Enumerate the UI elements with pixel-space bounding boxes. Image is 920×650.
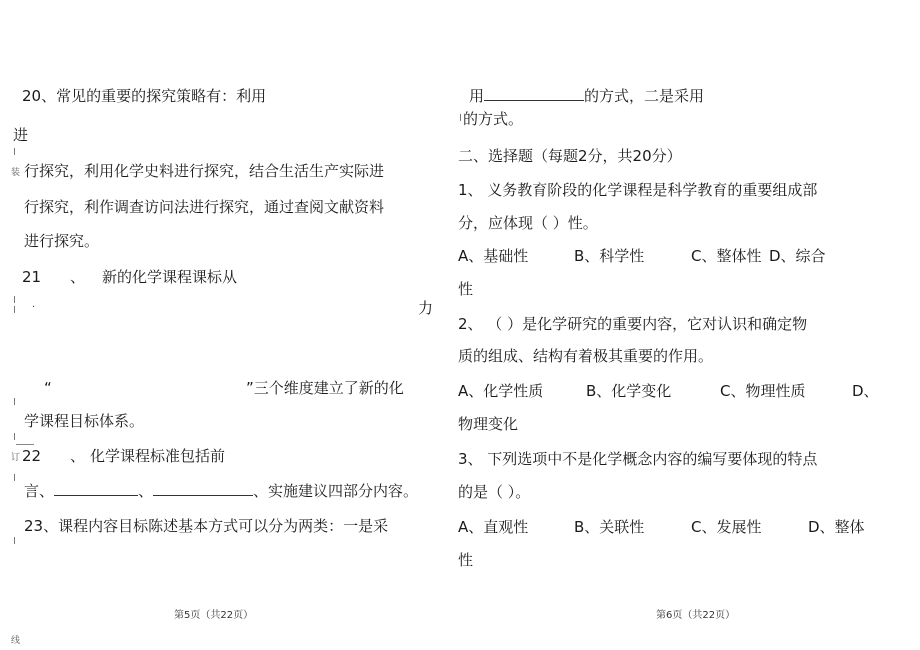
q20-line-4: 行探究，利作调查访问法进行探究，通过查阅文献资料: [24, 198, 385, 216]
q21-separator: 、: [70, 268, 86, 286]
margin-label-zhuang: 装: [11, 168, 21, 178]
q22-text: 化学课程标准包括前: [90, 447, 226, 465]
q3-line-1: 3、 下列选项中不是化学概念内容的编写要体现的特点: [458, 450, 818, 468]
q23-cont-line-2: 的方式。: [463, 110, 524, 128]
q1-option-d[interactable]: D、综合: [769, 247, 826, 265]
q21-end: 学课程目标体系。: [24, 412, 145, 430]
q22-pre: 言、: [24, 482, 55, 500]
q20-line-3: 行探究，利用化学史料进行探究，结合生活生产实际进: [24, 162, 385, 180]
q23-line: 23、课程内容目标陈述基本方式可以分为两类：一是采: [24, 517, 389, 535]
binding-tick: [14, 433, 15, 440]
page-footer-left: 第5页（共22页）: [174, 610, 254, 621]
q22-post: 、实施建议四部分内容。: [253, 482, 419, 500]
q3-option-d[interactable]: D、整体: [808, 518, 865, 536]
q21-li: 力: [418, 299, 434, 317]
q1-option-a[interactable]: A、基础性: [458, 247, 529, 265]
q2-option-b[interactable]: B、化学变化: [586, 382, 672, 400]
q22-mid: 、: [138, 482, 154, 500]
binding-tick: [14, 537, 15, 544]
binding-tick: [14, 306, 15, 313]
q1-tail: 性: [458, 280, 474, 298]
binding-tick: [14, 398, 15, 405]
margin-label-xian: 线: [11, 636, 21, 646]
q2-option-d[interactable]: D、: [852, 382, 879, 400]
q22-number: 22: [22, 447, 42, 465]
q23-cont-line-1: [469, 86, 704, 106]
q21-dot: ·: [32, 302, 36, 313]
q2-option-a[interactable]: A、化学性质: [458, 382, 544, 400]
q3-option-b[interactable]: B、关联性: [574, 518, 645, 536]
q3-option-a[interactable]: A、直观性: [458, 518, 529, 536]
q21-text: 新的化学课程课标从: [102, 268, 238, 286]
q20-line-5: 进行探究。: [24, 232, 100, 250]
q2-tail: 物理变化: [458, 415, 519, 433]
q20-line-2: 进: [13, 126, 29, 144]
q1-line-1: 1、 义务教育阶段的化学课程是科学教育的重要组成部: [458, 181, 818, 199]
section-heading: 二、选择题（每题2分，共20分）: [458, 147, 682, 165]
q23-cont-pre: 用: [469, 87, 485, 105]
q1-option-c[interactable]: C、整体性: [691, 247, 762, 265]
q3-tail: 性: [458, 551, 474, 569]
q21-close-text: ”三个维度建立了新的化: [246, 379, 404, 397]
q22-blank-line: [24, 481, 418, 501]
q22-answer-blank-1[interactable]: [54, 483, 138, 496]
q3-option-c[interactable]: C、发展性: [691, 518, 762, 536]
q23-cont-post: 的方式，二是采用: [584, 87, 705, 105]
q1-option-b[interactable]: B、科学性: [574, 247, 645, 265]
q2-line-2: 质的组成、结构有着极其重要的作用。: [458, 347, 714, 365]
q2-option-c[interactable]: C、物理性质: [720, 382, 806, 400]
q2-line-1: 2、 （ ）是化学研究的重要内容，它对认识和确定物: [458, 315, 808, 333]
q22-answer-blank-2[interactable]: [153, 483, 253, 496]
q21-open-quote: “: [44, 379, 52, 397]
q20-line-1: 20、常见的重要的探究策略有：利用: [22, 87, 267, 105]
binding-tick: [14, 296, 15, 303]
margin-dash: [16, 444, 34, 445]
q1-line-2: 分，应体现（ ）性。: [458, 214, 598, 232]
margin-label-ding: 订: [11, 453, 21, 463]
q23-answer-blank-1[interactable]: [484, 88, 584, 101]
page-footer-right: 第6页（共22页）: [656, 610, 736, 621]
q21-number: 21: [22, 268, 42, 286]
binding-tick: [14, 474, 15, 481]
binding-tick: [14, 148, 15, 155]
binding-tick: [460, 114, 461, 121]
q3-line-2: 的是（ ）。: [458, 483, 531, 501]
q22-separator: 、: [70, 447, 86, 465]
